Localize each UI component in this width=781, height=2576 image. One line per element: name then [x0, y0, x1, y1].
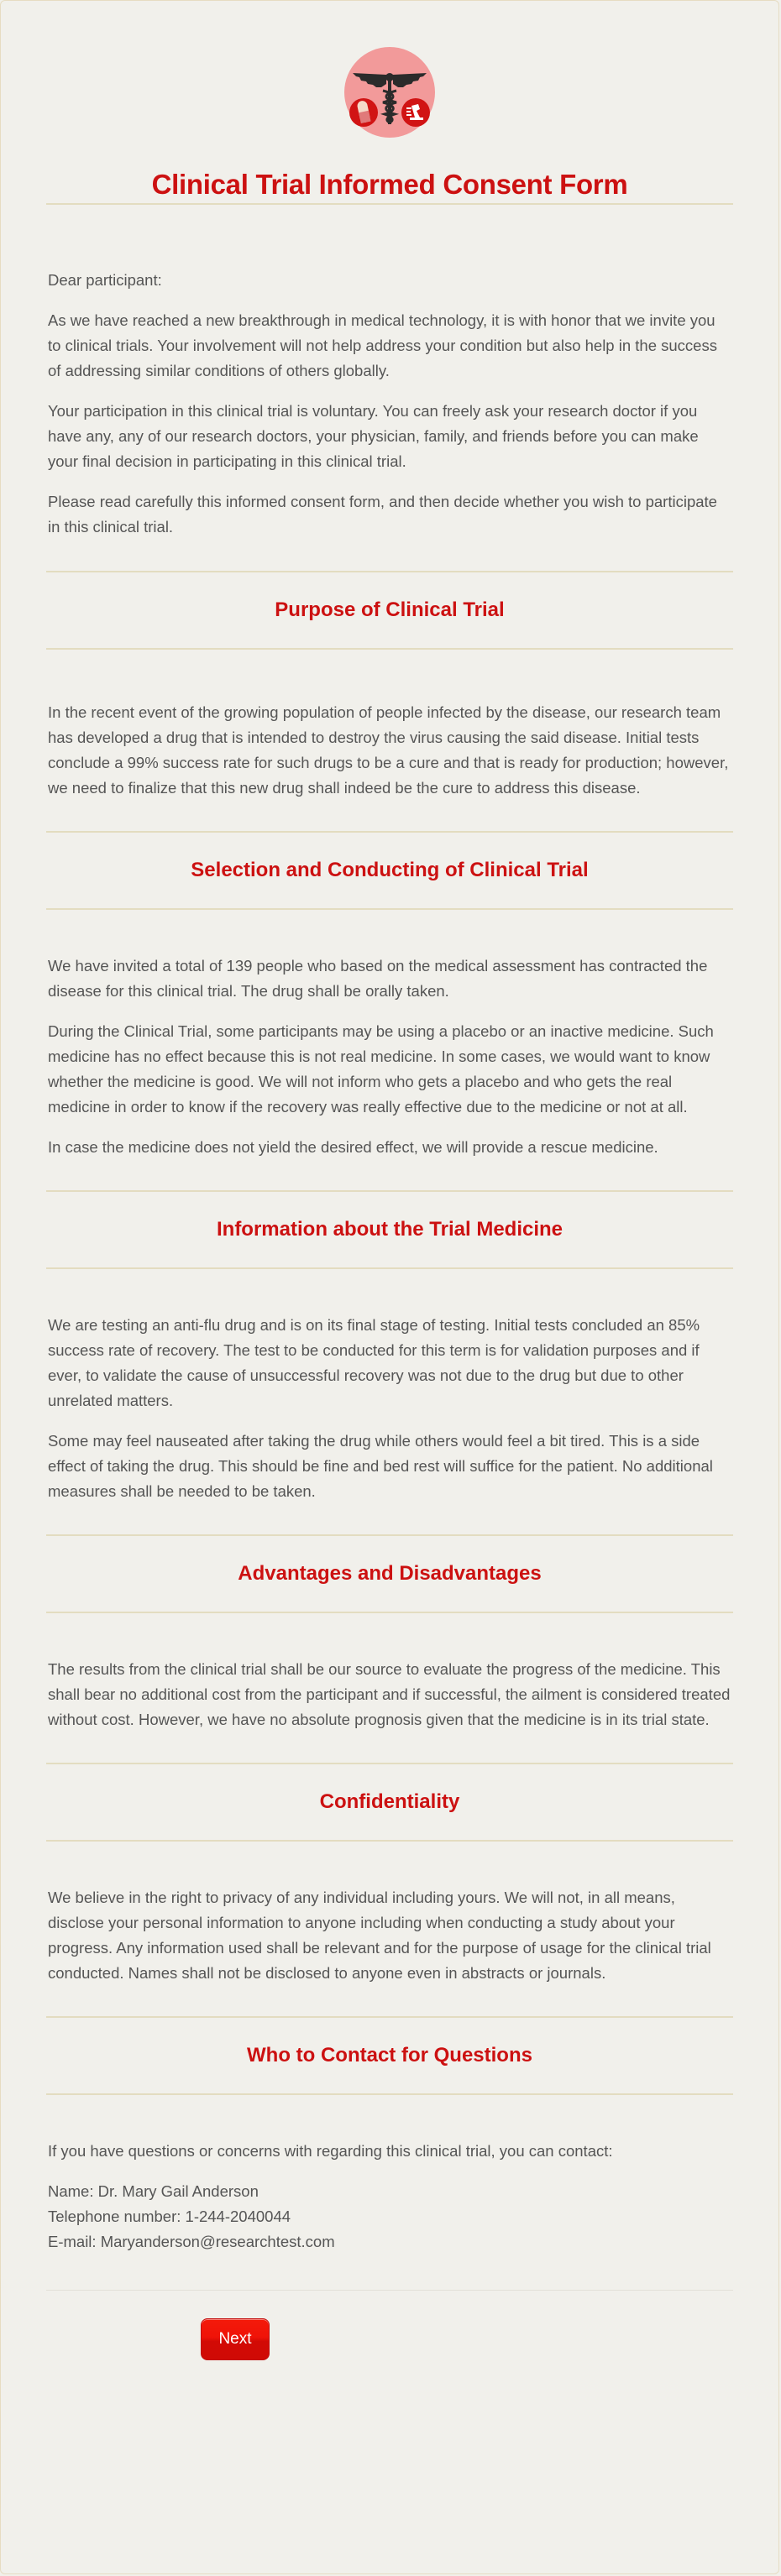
section-title: Information about the Trial Medicine [216, 1218, 563, 1241]
intro-section [46, 205, 733, 540]
section-paragraph: Some may feel nauseated after taking the drug while others would feel a bit tired. This is a side effect of taking the drug. This should be fine and bed rest will suffice for the patient. No additional measures shall be needed to be taken. [48, 1432, 713, 1500]
intro-paragraph: As we have reached a new breakthrough in medical technology, it is with honor that we invite you to clinical trials. Your involvement will not help address your condition but also help in the success of addressing similar conditions of others globally. [48, 311, 717, 379]
section-paragraph: The results from the clinical trial shall be our source to evaluate the progress of the medicine. This shall bear no additional cost from the participant and if successful, the ailment is considered treated without cost. However, we have no absolute prognosis given that the medicine is in its trial state. [48, 1660, 731, 1728]
next-button[interactable]: Next [201, 2318, 270, 2360]
intro-paragraph: Please read carefully this informed consent form, and then decide whether you wish to participate in this clinical trial. [48, 493, 717, 536]
contact-phone: Telephone number: 1-244-2040044 [48, 2208, 291, 2225]
section-paragraph: We believe in the right to privacy of any individual including yours. We will not, in all means, disclose your personal information to anyone including when conducting a study about your progress. Any information used shall be relevant and for the purpose of usage for the clinical trial conducted. Names shall not be disclosed to anyone even in abstracts or journals. [48, 1889, 711, 1982]
caduceus-logo-icon [344, 47, 435, 138]
section-paragraph: We are testing an anti-flu drug and is on its final stage of testing. Initial tests concluded an 85% success rate of recovery. The test to be conducted for this term is for validation purposes and if ever, to validate the cause of unsuccessful recovery was not due to the drug but due to other unrelated matters. [48, 1316, 700, 1409]
section-selection [46, 831, 733, 1160]
section-title: Advantages and Disadvantages [238, 1562, 542, 1585]
section-paragraph: If you have questions or concerns with regarding this clinical trial, you can contact: [48, 2142, 613, 2160]
greeting: Dear participant: [48, 271, 162, 289]
header [46, 1, 733, 138]
contact-name: Name: Dr. Mary Gail Anderson [48, 2182, 259, 2200]
footer [46, 2255, 733, 2419]
section-title: Who to Contact for Questions [247, 2044, 532, 2067]
section-title: Confidentiality [319, 1790, 460, 1813]
page-title: Clinical Trial Informed Consent Form [151, 169, 628, 200]
section-title: Selection and Conducting of Clinical Trial [191, 859, 589, 881]
section-paragraph: In the recent event of the growing population of people infected by the disease, our research team has developed a drug that is intended to destroy the virus causing the said disease. Initial tests conclude a 99% success rate for such drugs to be a cure and that is ready for production; however, we need to finalize that this new drug shall indeed be the cure to address this disease. [48, 703, 729, 797]
section-purpose [46, 571, 733, 801]
contact-email[interactable]: E-mail: Maryanderson@researchtest.com [48, 2233, 335, 2250]
section-paragraph: In case the medicine does not yield the desired effect, we will provide a rescue medicine. [48, 1138, 658, 1156]
section-title: Purpose of Clinical Trial [275, 598, 505, 621]
section-paragraph: During the Clinical Trial, some participants may be using a placebo or an inactive medicine. Such medicine has no effect because this is not real medicine. In some cases, we would want to know whether the medicine is good. We will not inform who gets a placebo and who gets the real medicine in order to know if the recovery was really effective due to the medicine or not at all. [48, 1022, 714, 1116]
intro-paragraph: Your participation in this clinical trial is voluntary. You can freely ask your research doctor if you have any, any of our research doctors, your physician, family, and friends before you can make your final decision in participating in this clinical trial. [48, 402, 699, 470]
section-advantages [46, 1534, 733, 1732]
section-paragraph: We have invited a total of 139 people who based on the medical assessment has contracted the disease for this clinical trial. The drug shall be orally taken. [48, 957, 708, 1000]
section-contact [46, 2016, 733, 2255]
section-confidentiality [46, 1763, 733, 1986]
section-trial-medicine [46, 1190, 733, 1504]
